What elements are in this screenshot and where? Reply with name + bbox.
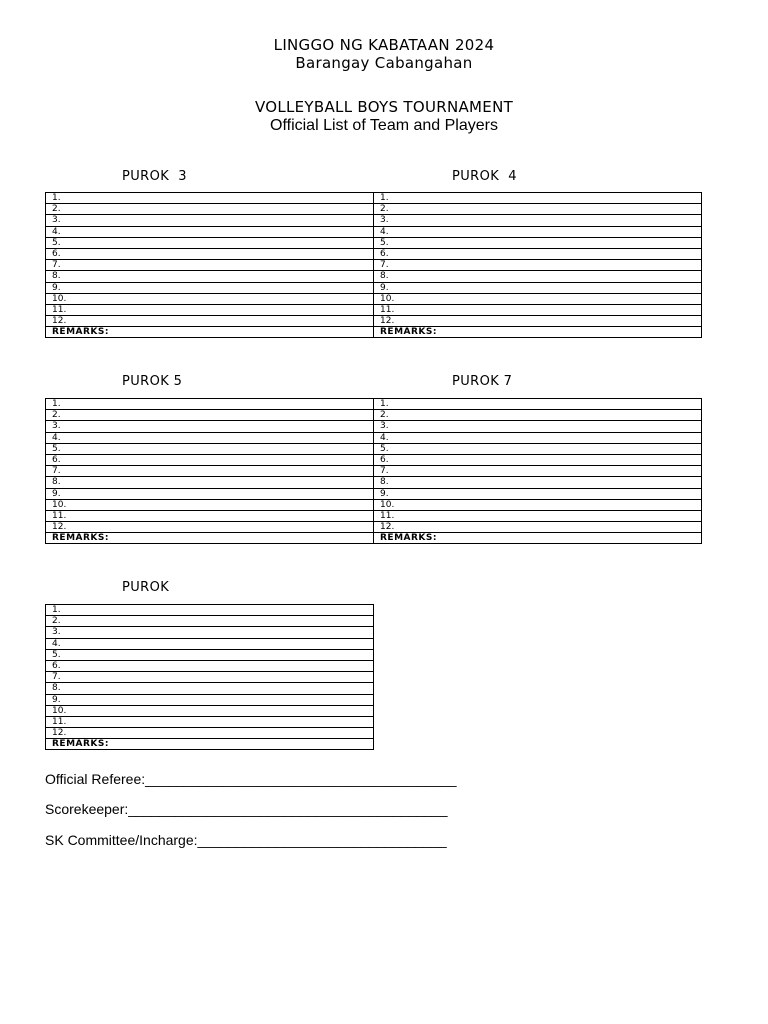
player-slot: 8.: [46, 477, 374, 488]
player-slot: 6.: [46, 660, 374, 671]
player-slot: 1.: [46, 193, 374, 204]
table-row: [46, 215, 702, 226]
committee-signature-line: SK Committee/Incharge:________________________________: [45, 832, 447, 848]
player-slot: 12.: [374, 522, 702, 533]
table-row: [46, 466, 702, 477]
table-row: [46, 728, 374, 739]
player-slot: 3.: [46, 215, 374, 226]
player-slot: 2.: [374, 410, 702, 421]
table-row: [46, 282, 702, 293]
table-row: [46, 533, 702, 544]
player-slot: 3.: [46, 421, 374, 432]
player-slot: 7.: [374, 466, 702, 477]
table-row: [46, 716, 374, 727]
player-slot: 1.: [46, 605, 374, 616]
player-slot: 1.: [374, 399, 702, 410]
player-slot: 6.: [46, 248, 374, 259]
table-row: [46, 421, 702, 432]
player-slot: 5.: [46, 443, 374, 454]
player-slot: 4.: [46, 638, 374, 649]
player-slot: 9.: [374, 282, 702, 293]
table-row: [46, 454, 702, 465]
player-slot: 3.: [374, 421, 702, 432]
player-slot: 1.: [46, 399, 374, 410]
table-row: [46, 660, 374, 671]
player-slot: 4.: [46, 432, 374, 443]
scorekeeper-signature-line: Scorekeeper:_________________________________________: [45, 801, 448, 817]
player-slot: 7.: [46, 466, 374, 477]
player-slot: 2.: [374, 204, 702, 215]
player-slot: 11.: [46, 510, 374, 521]
table-row: [46, 293, 702, 304]
event-title: LINGGO NG KABATAAN 2024: [273, 36, 495, 54]
table-row: [46, 432, 702, 443]
player-slot: 12.: [374, 316, 702, 327]
player-slot: 9.: [46, 694, 374, 705]
player-slot: 9.: [374, 488, 702, 499]
player-slot: 7.: [46, 672, 374, 683]
player-slot: 2.: [46, 616, 374, 627]
table-row: [46, 638, 374, 649]
table-row: [46, 237, 702, 248]
player-slot: 12.: [46, 522, 374, 533]
team-label-purok-5: PUROK 5: [122, 374, 183, 389]
player-slot: 11.: [46, 304, 374, 315]
player-slot: 6.: [374, 454, 702, 465]
player-slot: 5.: [46, 649, 374, 660]
table-row: [46, 204, 702, 215]
table-row: [46, 271, 702, 282]
remarks-label: REMARKS:: [374, 327, 702, 338]
player-slot: 8.: [374, 477, 702, 488]
player-slot: 9.: [46, 282, 374, 293]
table-row: [46, 705, 374, 716]
table-row: [46, 327, 702, 338]
table-row: [46, 304, 702, 315]
table-row: [46, 739, 374, 750]
player-slot: 4.: [374, 226, 702, 237]
table-row: [46, 510, 702, 521]
table-row: [46, 248, 702, 259]
player-slot: 10.: [46, 499, 374, 510]
player-slot: 7.: [374, 260, 702, 271]
table-row: [46, 627, 374, 638]
roster-table-2: [45, 398, 702, 544]
player-slot: 5.: [374, 237, 702, 248]
table-row: [46, 522, 702, 533]
player-slot: 8.: [46, 683, 374, 694]
player-slot: 8.: [46, 271, 374, 282]
player-slot: 9.: [46, 488, 374, 499]
player-slot: 4.: [46, 226, 374, 237]
table-row: [46, 499, 702, 510]
table-row: [46, 616, 374, 627]
table-row: [46, 316, 702, 327]
document-subtitle: Official List of Team and Players: [270, 117, 498, 134]
team-label-purok-4: PUROK 4: [452, 169, 517, 184]
roster-table-3: [45, 604, 374, 750]
player-slot: 5.: [46, 237, 374, 248]
table-row: [46, 488, 702, 499]
player-slot: 12.: [46, 728, 374, 739]
tournament-title: VOLLEYBALL BOYS TOURNAMENT: [254, 98, 514, 116]
table-row: [46, 410, 702, 421]
player-slot: 11.: [374, 304, 702, 315]
player-slot: 12.: [46, 316, 374, 327]
roster-table-1: [45, 192, 702, 338]
table-row: [46, 226, 702, 237]
player-slot: 10.: [374, 293, 702, 304]
table-row: [46, 649, 374, 660]
table-row: [46, 260, 702, 271]
player-slot: 6.: [374, 248, 702, 259]
team-label-purok-7: PUROK 7: [452, 374, 513, 389]
barangay-name: Barangay Cabangahan: [295, 54, 473, 72]
player-slot: 4.: [374, 432, 702, 443]
player-slot: 10.: [46, 705, 374, 716]
team-label-purok-3: PUROK 3: [122, 169, 187, 184]
table-row: [46, 399, 702, 410]
player-slot: 11.: [46, 716, 374, 727]
player-slot: 11.: [374, 510, 702, 521]
player-slot: 2.: [46, 204, 374, 215]
remarks-label: REMARKS:: [46, 533, 374, 544]
player-slot: 10.: [46, 293, 374, 304]
team-label-purok: PUROK: [122, 580, 170, 595]
remarks-label: REMARKS:: [46, 327, 374, 338]
player-slot: 8.: [374, 271, 702, 282]
player-slot: 5.: [374, 443, 702, 454]
player-slot: 1.: [374, 193, 702, 204]
table-row: [46, 683, 374, 694]
remarks-label: REMARKS:: [374, 533, 702, 544]
player-slot: 2.: [46, 410, 374, 421]
table-row: [46, 605, 374, 616]
player-slot: 7.: [46, 260, 374, 271]
player-slot: 3.: [374, 215, 702, 226]
table-row: [46, 477, 702, 488]
player-slot: 6.: [46, 454, 374, 465]
player-slot: 3.: [46, 627, 374, 638]
player-slot: 10.: [374, 499, 702, 510]
referee-signature-line: Official Referee:________________________________________: [45, 771, 457, 787]
remarks-label: REMARKS:: [46, 739, 374, 750]
table-row: [46, 694, 374, 705]
table-row: [46, 193, 702, 204]
table-row: [46, 672, 374, 683]
table-row: [46, 443, 702, 454]
